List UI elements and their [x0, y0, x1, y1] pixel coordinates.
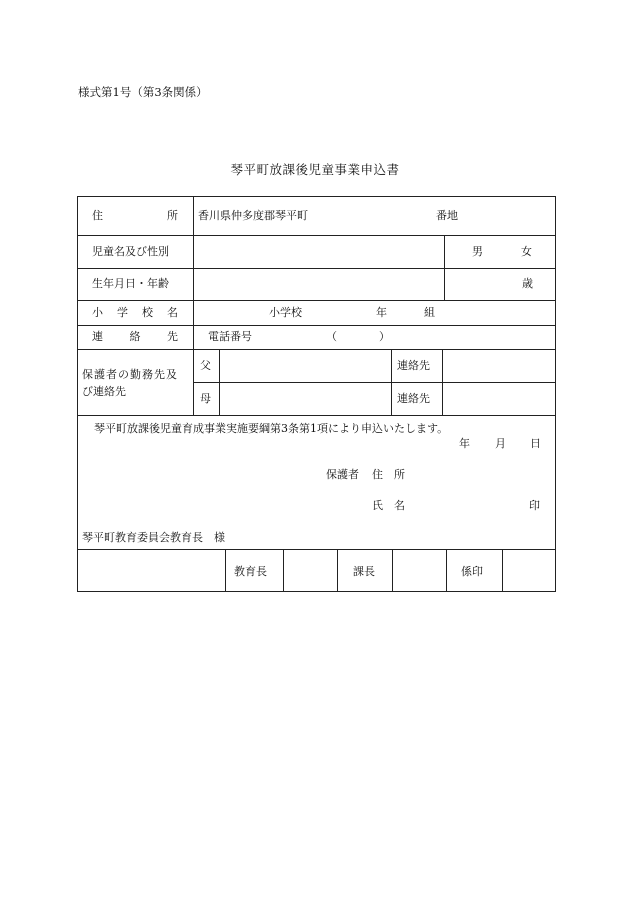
child-name-sex-label: 児童名及び性別: [92, 245, 169, 258]
guardian-workplace-label-line1: 保護者の勤務先及: [82, 368, 178, 381]
column-divider: [193, 197, 194, 415]
row-divider: [78, 549, 555, 550]
column-divider: [444, 235, 445, 300]
column-divider: [442, 349, 443, 415]
column-divider: [219, 349, 220, 415]
application-form-table: [77, 196, 556, 592]
row-divider: [193, 382, 555, 383]
guardian-workplace-label-line2: び連絡先: [82, 385, 126, 398]
row-divider: [78, 415, 555, 416]
sex-male: 男: [472, 245, 483, 258]
phone-number-label: 電話番号: [208, 330, 252, 343]
school-suffix: 小学校: [269, 306, 302, 319]
paren-open: （: [326, 330, 337, 343]
document-title: 琴平町放課後児童事業申込書: [230, 162, 400, 177]
column-divider: [391, 349, 392, 415]
row-divider: [78, 349, 555, 350]
row-divider: [78, 325, 555, 326]
guardian-address-label: 住 所: [372, 468, 405, 481]
row-divider: [78, 300, 555, 301]
address-banchi: 番地: [436, 209, 458, 222]
seal-mark: 印: [529, 499, 540, 512]
date-month: 月: [495, 437, 506, 450]
mother-contact-label: 連絡先: [397, 392, 430, 405]
section-chief-label: 課長: [353, 565, 375, 578]
column-divider: [283, 549, 284, 591]
addressee: 琴平町教育委員会教育長 様: [82, 531, 225, 544]
date-day: 日: [530, 437, 541, 450]
date-year: 年: [459, 437, 470, 450]
father-label: 父: [200, 359, 211, 372]
superintendent-label: 教育長: [234, 565, 267, 578]
column-divider: [502, 549, 503, 591]
column-divider: [392, 549, 393, 591]
school-name-label: 小 学 校 名: [92, 306, 178, 319]
guardian-label: 保護者: [326, 468, 359, 481]
age-unit: 歳: [522, 277, 533, 290]
column-divider: [446, 549, 447, 591]
grade-unit: 年: [376, 306, 387, 319]
sex-female: 女: [521, 245, 532, 258]
address-prefix: 香川県仲多度郡琴平町: [198, 209, 308, 222]
row-divider: [78, 268, 555, 269]
paren-close: ）: [379, 330, 390, 343]
column-divider: [337, 549, 338, 591]
father-contact-label: 連絡先: [397, 359, 430, 372]
guardian-name-label: 氏 名: [372, 499, 405, 512]
staff-seal-label: 係印: [461, 565, 483, 578]
mother-label: 母: [200, 392, 211, 405]
column-divider: [225, 549, 226, 591]
application-statement: 琴平町放課後児童育成事業実施要綱第3条第1項により申込いたします。: [94, 422, 449, 435]
form-number: 様式第1号（第3条関係）: [78, 85, 208, 99]
contact-label: 連 絡 先: [92, 330, 178, 343]
address-label: 住 所: [92, 209, 178, 222]
birthdate-age-label: 生年月日・年齢: [92, 277, 169, 290]
row-divider: [78, 235, 555, 236]
class-unit: 組: [424, 306, 435, 319]
